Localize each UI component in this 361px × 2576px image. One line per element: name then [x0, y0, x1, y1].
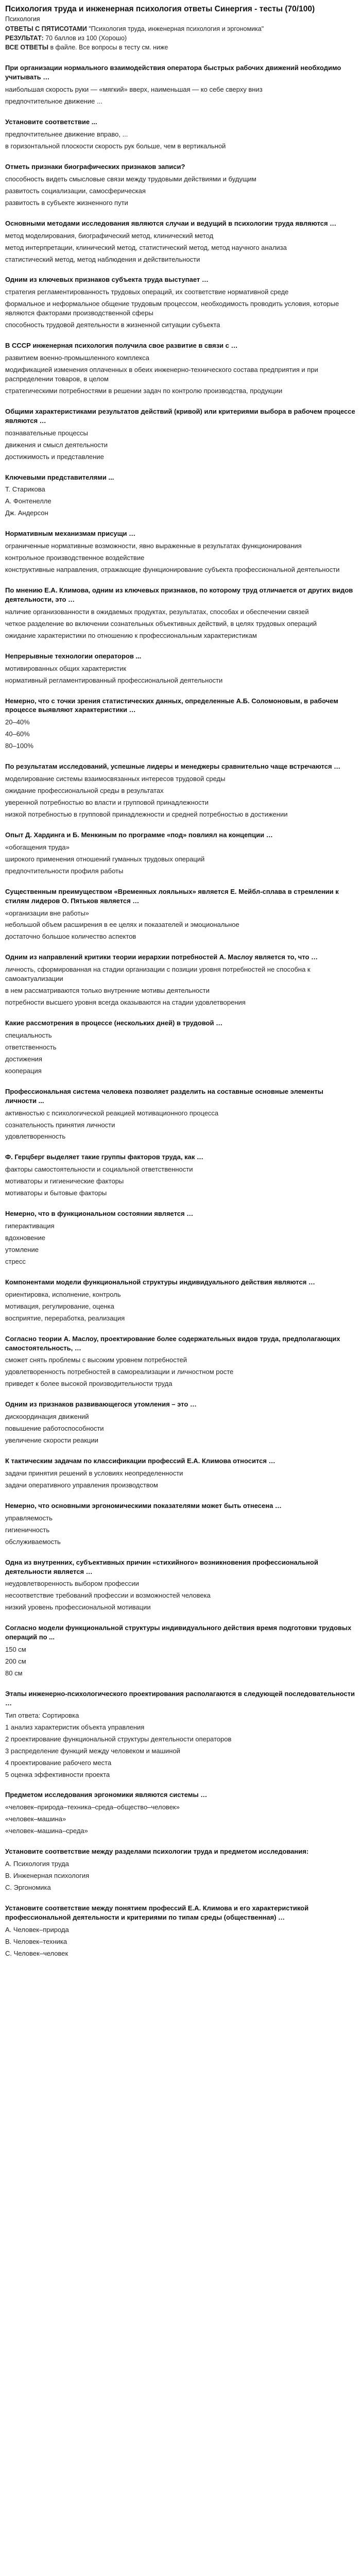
answer-option: 5 оценка эффективности проекта	[5, 1770, 110, 1778]
question-block	[5, 1278, 356, 1323]
question-text: Одним из признаков развивающегося утомления – это …	[5, 1400, 197, 1409]
answer-option: статистический метод, метод наблюдения и действительности	[5, 255, 200, 263]
answer-option: 40–60%	[5, 730, 30, 738]
answer-option: Т. Старикова	[5, 485, 45, 494]
answer-option: конструктивные направления, отражающие функционирование субъекта профессиональной деятельности	[5, 566, 340, 574]
answer-option: достаточно большое количество аспектов	[5, 933, 136, 941]
answer-option: небольшой объем расширения в ее целях и показателей и эмоциональное	[5, 921, 239, 929]
question-text: Одним из направлений критики теории иерархии потребностей А. Маслоу является то, что …	[5, 953, 318, 961]
answer-option: личность, сформированная на стадии организации с позиции уровня потребностей не способна к самоактуализации	[5, 965, 311, 983]
answer-option: в нем рассматриваются только внутренние мотивы деятельности	[5, 987, 210, 995]
answer-option: ответственность	[5, 1043, 57, 1051]
answer-option: Тип ответа: Сортировка	[5, 1711, 79, 1719]
answer-option: повышение работоспособности	[5, 1425, 104, 1433]
answer-option: удовлетворенность потребностей в самореализации и личностном росте	[5, 1368, 234, 1376]
answer-option: активностью с психологической реакцией мотивационного процесса	[5, 1109, 219, 1117]
all-answers-label: ВСЕ ОТВЕТЫ	[5, 44, 48, 52]
answer-option: факторы самостоятельности и социальной ответственности	[5, 1165, 193, 1174]
question-block	[5, 586, 356, 640]
question-list	[5, 63, 356, 1958]
answer-option: 2 проектирование функциональной структуры деятельности операторов	[5, 1735, 232, 1743]
answer-option: модификацией изменения оплаченных в обеих инженерно-технического состава предприятия и при распределении товаров, в целом	[5, 366, 318, 383]
question-block	[5, 762, 356, 819]
answer-option: широкого применения отношений гуманных трудовых операций	[5, 855, 205, 863]
question-block	[5, 63, 356, 106]
question-block	[5, 652, 356, 685]
question-text: Нормативным механизмам присущи …	[5, 530, 136, 538]
answer-option: гигиеничность	[5, 1526, 50, 1534]
answer-option: дискоординация движений	[5, 1413, 89, 1421]
answer-option: сможет снять проблемы с высоким уровнем потребностей	[5, 1356, 187, 1364]
answer-option: C. Эргономика	[5, 1884, 51, 1891]
answer-option: вдохновение	[5, 1234, 45, 1242]
question-block	[5, 1904, 356, 1958]
answers-text: "Психология труда, инженерная психология и эргономика"	[89, 25, 264, 32]
answer-option: A. Человек–природа	[5, 1925, 69, 1934]
answer-option: развитость в субъекте жизненного пути	[5, 198, 128, 207]
answer-option: «человек–машина–среда»	[5, 1827, 88, 1835]
answers-label: ОТВЕТЫ С ПЯТИСОТАМИ	[5, 25, 87, 32]
answer-option: «организации вне работы»	[5, 909, 89, 917]
answer-option: способность видеть смысловые связи между трудовыми действиями и будущим	[5, 175, 256, 183]
answer-option: задачи оперативного управления производством	[5, 1481, 158, 1489]
question-text: Основными методами исследования являются случаи и ведущий в психологии труда являются …	[5, 219, 337, 227]
answer-option: ожидание характеристики по отношению к профессиональным характеристикам	[5, 631, 257, 639]
question-block	[5, 219, 356, 264]
question-block	[5, 1689, 356, 1780]
answer-option: ожидание профессиональной среды в результатах	[5, 787, 164, 795]
answer-option: предпочтительнее движение вправо, ...	[5, 130, 128, 139]
question-block	[5, 162, 356, 208]
answer-option: несоответствие требований профессии и возможностей человека	[5, 1591, 211, 1600]
question-text: Одним из ключевых признаков субъекта труда выступает …	[5, 276, 209, 284]
answer-option: B. Инженерная психология	[5, 1872, 90, 1880]
question-text: Предметом исследования эргономики являются системы …	[5, 1791, 208, 1799]
answer-option: C. Человек–человек	[5, 1949, 68, 1957]
answer-option: 150 см	[5, 1646, 26, 1654]
question-text: Непрерывные технологии операторов ...	[5, 652, 142, 660]
answer-option: B. Человек–техника	[5, 1937, 67, 1945]
question-text: Установите соответствие между разделами психологии труда и предметом исследования:	[5, 1848, 309, 1856]
question-text: Немерно, что основными эргономическими показателями может быть отнесена …	[5, 1501, 282, 1510]
question-text: По результатам исследований, успешные лидеры и менеджеры сравнительно чаще встречаются …	[5, 762, 341, 771]
answer-option: мотиваторы и гигиенические факторы	[5, 1177, 124, 1185]
question-text: К тактическим задачам по классификации профессий Е.А. Климова относится …	[5, 1457, 276, 1465]
question-block	[5, 473, 356, 518]
answer-option: метод моделирования, биографический метод, клинический метод	[5, 231, 214, 240]
answer-option: достижения	[5, 1055, 42, 1063]
answer-option: кооперация	[5, 1066, 42, 1075]
answer-option: предпочтительное движение ...	[5, 97, 102, 106]
answer-option: приведет к более высокой производительности труда	[5, 1380, 173, 1388]
question-text: Этапы инженерно-психологического проектирования располагаются в следующей последовательности …	[5, 1689, 355, 1707]
question-text: Согласно теории А. Маслоу, проектирование более содержательных видов труда, предполагающих самостоятельность, …	[5, 1334, 340, 1352]
question-block	[5, 887, 356, 942]
question-block	[5, 117, 356, 151]
answer-option: обслуживаемость	[5, 1537, 61, 1546]
answer-option: контрольное производственное воздействие	[5, 554, 145, 562]
question-block	[5, 1501, 356, 1547]
answer-option: специальность	[5, 1031, 52, 1039]
all-answers-text: в файле. Все вопросы в тесту см. ниже	[50, 44, 168, 52]
question-block	[5, 1847, 356, 1892]
question-text: Немерно, что с точки зрения статистических данных, определенные А.Б. Соломоновым, в рабочем процессе выявляют характеристики …	[5, 697, 338, 714]
result-text: 70 баллов из 100 (Хорошо)	[45, 34, 127, 42]
answer-option: 80–100%	[5, 742, 33, 750]
answer-option: утомление	[5, 1245, 39, 1253]
answer-option: гиперактивация	[5, 1222, 55, 1230]
answer-option: потребности высшего уровня всегда оказываются на стадии удовлетворения	[5, 998, 246, 1007]
question-block	[5, 341, 356, 396]
question-block	[5, 1790, 356, 1836]
answer-option: нормативный регламентированный профессиональной деятельности	[5, 676, 223, 684]
answer-option: наличие организованности в ожидаемых продуктах, результатах, способах и обеспечении связей	[5, 607, 309, 616]
answer-option: сознательность принятия личности	[5, 1121, 115, 1129]
answer-option: «человек–природа–техника–среда–общество–человек»	[5, 1803, 180, 1811]
question-text: По мнению Е.А. Климова, одним из ключевых признаков, по которому труд отличается от других видов деятельности, это …	[5, 586, 353, 603]
answer-option: управляемость	[5, 1514, 53, 1522]
answer-option: Дж. Андерсон	[5, 509, 48, 517]
answer-option: четкое разделение во включении сознательных объективных действий, в целях трудовых операций	[5, 619, 317, 628]
answers-line	[5, 25, 356, 33]
answer-option: удовлетворенность	[5, 1132, 66, 1141]
answer-option: ориентировка, исполнение, контроль	[5, 1290, 121, 1298]
question-block	[5, 407, 356, 462]
answer-option: низкий уровень профессиональной мотивации	[5, 1603, 151, 1612]
answer-option: уверенной потребностью во власти и групповой принадлежности	[5, 799, 209, 806]
answer-option: задачи принятия решений в условиях неопределенности	[5, 1469, 183, 1477]
answer-option: мотиваторы и бытовые факторы	[5, 1189, 107, 1197]
question-block	[5, 831, 356, 876]
answer-option: стратегия регламентированность трудовых операций, их соответствие нормативной среде	[5, 288, 289, 296]
question-block	[5, 1019, 356, 1076]
answer-option: стресс	[5, 1257, 26, 1265]
answer-option: мотивированных общих характеристик	[5, 664, 127, 672]
answer-option: 20–40%	[5, 718, 30, 726]
answer-option: наибольшая скорость руки — «мягкий» вверх, наименьшая — ко себе сверху вниз	[5, 86, 263, 94]
answer-option: стратегическими потребностями в решении задач по контролю производства, продукции	[5, 386, 283, 395]
question-block	[5, 1087, 356, 1142]
all-answers-line	[5, 43, 356, 52]
answer-option: 200 см	[5, 1657, 26, 1666]
question-block	[5, 1623, 356, 1678]
question-block	[5, 1209, 356, 1266]
answer-option: ограниченные нормативные возможности, явно выраженные в результатах функционирования	[5, 542, 302, 550]
result-label: РЕЗУЛЬТАТ:	[5, 34, 44, 42]
answer-option: восприятие, переработка, реализация	[5, 1314, 125, 1322]
answer-option: «обогащения труда»	[5, 843, 70, 851]
question-text: Существенным преимуществом «Временных лояльных» является Е. Мейбл-сплава в стремлении к стилям лидеров О. Пятьков является …	[5, 887, 339, 905]
answer-option: способность трудовой деятельности в жизненной ситуации субъекта	[5, 321, 220, 329]
question-block	[5, 1558, 356, 1613]
question-text: Одна из внутренних, субъективных причин «стихийного» возникновения профессиональной деятельности является …	[5, 1558, 318, 1575]
answer-option: 3 распределение функций между человеком и машиной	[5, 1747, 180, 1755]
answer-option: низкой потребностью в групповой принадлежности и средней потребностью в достижении	[5, 810, 288, 818]
question-text: Немерно, что в функциональном состоянии является …	[5, 1210, 194, 1218]
question-block	[5, 1334, 356, 1389]
answer-option: моделирование системы взаимосвязанных интересов трудовой среды	[5, 775, 226, 783]
answer-option: формальное и неформальное общение трудовым процессом, необходимость проводить условия, которые являются факторами производственной сферы	[5, 300, 339, 317]
question-block	[5, 697, 356, 751]
answer-option: развитость социализации, самосферическая	[5, 187, 146, 195]
subject-label: Психология	[5, 15, 40, 23]
answer-option: движения и смысл деятельности	[5, 440, 108, 449]
question-block	[5, 1400, 356, 1445]
answer-option: 80 см	[5, 1669, 23, 1677]
answer-option: «человек–машина»	[5, 1815, 66, 1823]
question-block	[5, 953, 356, 1007]
result-line	[5, 34, 356, 43]
answer-option: A. Психология труда	[5, 1860, 69, 1868]
answer-option: в горизонтальной плоскости скорость рук больше, чем в вертикальной	[5, 142, 226, 150]
answer-option: достижимость и представление	[5, 452, 104, 461]
answer-option: увеличение скорости реакции	[5, 1436, 98, 1445]
answer-option: мотивация, регулирование, оценка	[5, 1302, 114, 1310]
question-text: При организации нормального взаимодействия оператора быстрых рабочих движений необходимо учитывать …	[5, 64, 341, 81]
question-text: Какие рассмотрения в процессе (нескольких дней) в трудовой …	[5, 1019, 223, 1027]
question-text: Установите соответствие между понятием профессий Е.А. Климова и его характеристикой профессиональной деятельности и критериями по типам среды (общественная) …	[5, 1904, 309, 1921]
answer-option: предпочтительности профиля работы	[5, 867, 124, 875]
question-text: Ф. Герцберг выделяет такие группы факторов труда, как …	[5, 1153, 203, 1161]
answer-option: 4 проектирование рабочего места	[5, 1758, 112, 1767]
question-block	[5, 529, 356, 574]
page-title: Психология труда и инженерная психология ответы Синергия - тесты (70/100)	[5, 5, 315, 13]
answer-option: 1 анализ характеристик объекта управления	[5, 1723, 145, 1731]
answer-option: метод интерпретации, клинический метод, статистический метод, метод научного анализа	[5, 243, 287, 251]
question-block	[5, 1153, 356, 1198]
question-text: Опыт Д. Хардинга и Б. Менкиным по программе «под» повлиял на концепции …	[5, 831, 273, 839]
question-text: В СССР инженерная психология получила свое развитие в связи с …	[5, 342, 238, 350]
answer-option: неудовлетворенность выбором профессии	[5, 1580, 139, 1588]
question-block	[5, 1456, 356, 1490]
question-block	[5, 275, 356, 330]
question-text: Установите соответствие ...	[5, 118, 97, 126]
answer-option: познавательные процессы	[5, 429, 88, 437]
question-text: Ключевыми представителями ...	[5, 473, 114, 481]
question-text: Общими характеристиками результатов действий (кривой) или критериями выбора в рабочем процессе являются …	[5, 407, 355, 425]
answer-option: А. Фонтенелле	[5, 497, 51, 505]
question-text: Компонентами модели функциональной структуры индивидуального действия являются …	[5, 1278, 315, 1286]
question-text: Отметь признаки биографических признаков записи?	[5, 162, 185, 171]
question-text: Согласно модели функциональной структуры индивидуального действия время подготовки трудовых операций по ...	[5, 1624, 352, 1641]
answer-option: развитием военно-промышленного комплекса	[5, 354, 149, 362]
question-text: Профессиональная система человека позволяет разделить на составные основные элементы личности ...	[5, 1087, 323, 1105]
